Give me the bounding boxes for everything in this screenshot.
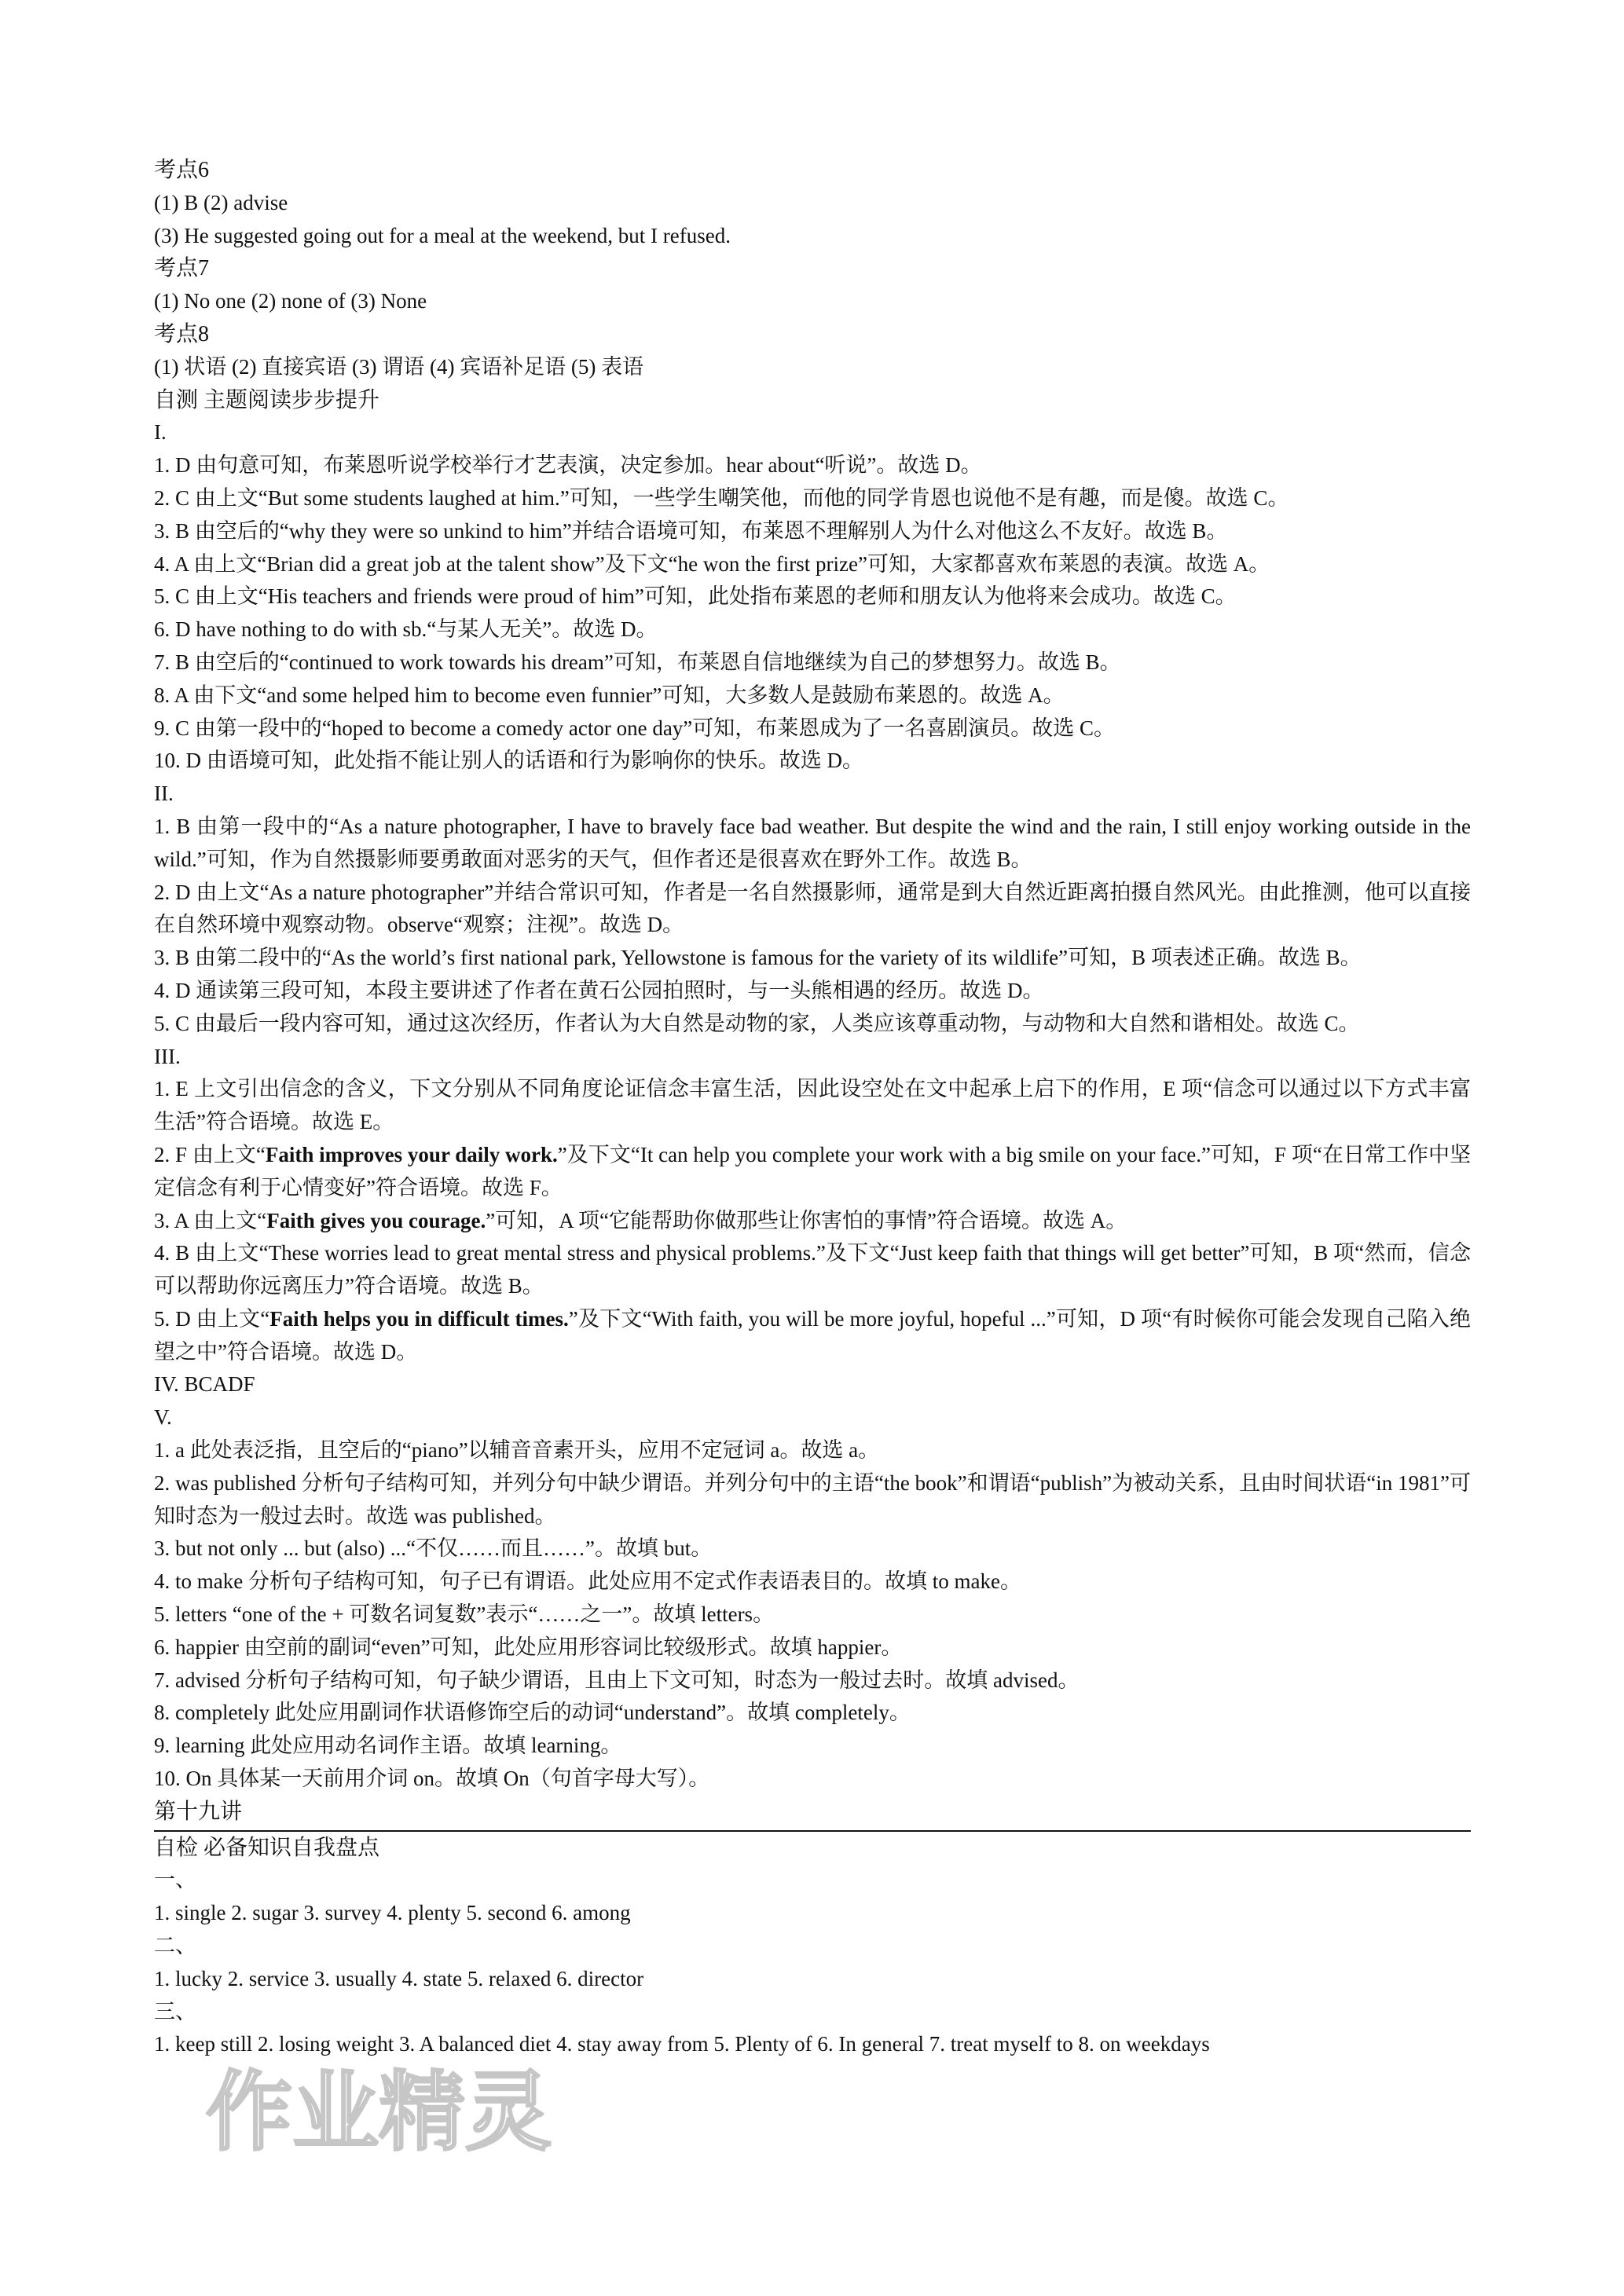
answer-line: 二、 [154, 1934, 196, 1958]
answer-line: 1. D 由句意可知，布莱恩听说学校举行才艺表演，决定参加。hear about“听说”。故选 D。 [154, 453, 982, 478]
answer-line: 2. C 由上文“But some students laughed at him.”可知，一些学生嘲笑他，而他的同学肯恩也说他不是有趣，而是傻。故选 C。 [154, 485, 1289, 510]
answer-line: 10. D 由语境可知，此处指不能让别人的话语和行为影响你的快乐。故选 D。 [154, 749, 863, 773]
answer-line: 1. keep still 2. losing weight 3. A balanced diet 4. stay away from 5. Plenty of 6. In general 7. treat myself to 8. on weekdays [154, 2032, 1210, 2056]
section-heading: 考点6 [154, 158, 210, 182]
answer-line: 8. completely 此处应用副词作状语修饰空后的动词“understand”。故填 completely。 [154, 1701, 911, 1725]
line-segment: 2. F 由上文“ [154, 1142, 266, 1166]
answer-line: 1. lucky 2. service 3. usually 4. state 5. relaxed 6. director [154, 1966, 644, 1990]
answer-line [154, 1303, 1471, 1369]
section-heading: 考点8 [154, 321, 210, 346]
answer-line: 6. happier 由空前的副词“even”可知，此处应用形容词比较级形式。故填 happier。 [154, 1635, 903, 1659]
answer-line: III. [154, 1044, 181, 1068]
answer-line: 3. but not only ... but (also) ...“不仅……而且……”。故填 but。 [154, 1536, 713, 1561]
answer-line: 一、 [154, 1868, 196, 1892]
answer-line: 9. learning 此处应用动名词作主语。故填 learning。 [154, 1734, 622, 1758]
line-segment: 3. A 由上文“ [154, 1208, 267, 1232]
answer-line: 三、 [154, 1999, 196, 2023]
answer-line: 5. letters “one of the + 可数名词复数”表示“……之一”。故填 letters。 [154, 1602, 775, 1627]
answer-line: 1. B 由第一段中的“As a nature photographer, I have to bravely face bad weather. But despite the wind and the rain, I still enjoy working outside in the wild.”可知，作为自然摄影师要勇敢面对恶劣的天气，但作者还是很喜欢在野外工作。故选 B。 [154, 814, 1471, 871]
answer-line: 4. A 由上文“Brian did a great job at the talent show”及下文“he won the first prize”可知，大家都喜欢布莱恩的表演。故选 A。 [154, 551, 1270, 576]
answer-line: 5. C 由上文“His teachers and friends were proud of him”可知，此处指布莱恩的老师和朋友认为他将来会成功。故选 C。 [154, 584, 1237, 609]
answer-line: 7. B 由空后的“continued to work towards his dream”可知，布莱恩自信地继续为自己的梦想努力。故选 B。 [154, 650, 1121, 674]
answer-line: II. [154, 782, 174, 806]
answer-line: IV. BCADF [154, 1372, 255, 1397]
answer-line: (1) 状语 (2) 直接宾语 (3) 谓语 (4) 宾语补足语 (5) 表语 [154, 354, 644, 379]
bold-quote: Faith helps you in difficult times. [269, 1306, 569, 1331]
answer-line: 3. B 由空后的“why they were so unkind to him”并结合语境可知，布莱恩不理解别人为什么对他这么不友好。故选 B。 [154, 518, 1228, 543]
answer-line: 10. On 具体某一天前用介词 on。故填 On（句首字母大写）。 [154, 1767, 710, 1791]
answer-line: 7. advised 分析句子结构可知，句子缺少谓语，且由上下文可知，时态为一般过去时。故填 advised。 [154, 1668, 1080, 1692]
answer-line: 1. single 2. sugar 3. survey 4. plenty 5. second 6. among [154, 1901, 631, 1925]
section-heading: 自测 主题阅读步步提升 [154, 387, 380, 412]
answer-line: 2. was published 分析句子结构可知，并列分句中缺少谓语。并列分句中的主语“the book”和谓语“publish”为被动关系，且由时间状语“in 1981”可知时态为一般过去时。故选 was published。 [154, 1470, 1471, 1528]
answer-line: (1) No one (2) none of (3) None [154, 289, 427, 313]
answer-line: 9. C 由第一段中的“hoped to become a comedy actor one day”可知，布莱恩成为了一名喜剧演员。故选 C。 [154, 716, 1116, 740]
watermark-text: 作业精灵 [206, 2062, 552, 2162]
answer-line: 4. to make 分析句子结构可知，句子已有谓语。此处应用不定式作表语表目的。故填 to make。 [154, 1569, 1021, 1594]
answer-line: 2. D 由上文“As a nature photographer”并结合常识可知，作者是一名自然摄影师，通常是到大自然近距离拍摄自然风光。由此推测，他可以直接在自然环境中观察动物。observe“观察；注视”。故选 D。 [154, 880, 1471, 937]
answer-line: 6. D have nothing to do with sb.“与某人无关”。故选 D。 [154, 617, 658, 642]
bold-quote: Faith gives you courage. [266, 1208, 486, 1232]
section-heading: 第十九讲 [154, 1799, 243, 1824]
line-segment: ”及下文“It can help you complete your work with a big smile on your face.”可知，F 项“在日常工作中坚定信念有利于心情变好”符合语境。故选 F。 [154, 1142, 1471, 1199]
line-segment: 5. D 由上文“ [154, 1306, 270, 1331]
section-heading: 自检 必备知识自我盘点 [154, 1835, 380, 1860]
answer-line: 5. C 由最后一段内容可知，通过这次经历，作者认为大自然是动物的家，人类应该尊重动物，与动物和大自然和谐相处。故选 C。 [154, 1011, 1360, 1035]
answer-document [154, 154, 1471, 2061]
answer-line: (1) B (2) advise [154, 190, 288, 214]
answer-line: 4. B 由上文“These worries lead to great mental stress and physical problems.”及下文“Just keep faith that things will get better”可知，B 项“然而，信念可以帮助你远离压力”符合语境。故选 B。 [154, 1241, 1471, 1298]
watermark-logo [203, 2054, 596, 2164]
line-segment: ”可知，A 项“它能帮助你做那些让你害怕的事情”符合语境。故选 A。 [486, 1208, 1127, 1232]
bold-quote: Faith improves your daily work. [265, 1142, 558, 1166]
answer-line: 1. E 上文引出信念的含义，下文分别从不同角度论证信念丰富生活，因此设空处在文中起承上启下的作用，E 项“信念可以通过以下方式丰富生活”符合语境。故选 E。 [154, 1077, 1471, 1134]
answer-line: (3) He suggested going out for a meal at the weekend, but I refused. [154, 223, 731, 247]
section-heading: 考点7 [154, 256, 210, 281]
answer-line: 4. D 通读第三段可知，本段主要讲述了作者在黄石公园拍照时，与一头熊相遇的经历。故选 D。 [154, 978, 1044, 1002]
answer-line: I. [154, 420, 167, 445]
answer-line [154, 1205, 1471, 1238]
answer-line: 8. A 由下文“and some helped him to become even funnier”可知，大多数人是鼓励布莱恩的。故选 A。 [154, 683, 1065, 707]
answer-line: V. [154, 1405, 172, 1430]
line-segment: ”及下文“With faith, you will be more joyful, hopeful ...”可知，D 项“有时候你可能会发现自己陷入绝望之中”符合语境。故选 D。 [154, 1306, 1472, 1364]
answer-line [154, 1139, 1471, 1205]
answer-line: 3. B 由第二段中的“As the world’s first national park, Yellowstone is famous for the variety of its wildlife”可知，B 项表述正确。故选 B。 [154, 946, 1362, 970]
answer-line: 1. a 此处表泛指，且空后的“piano”以辅音音素开头，应用不定冠词 a。故选 a。 [154, 1438, 880, 1463]
